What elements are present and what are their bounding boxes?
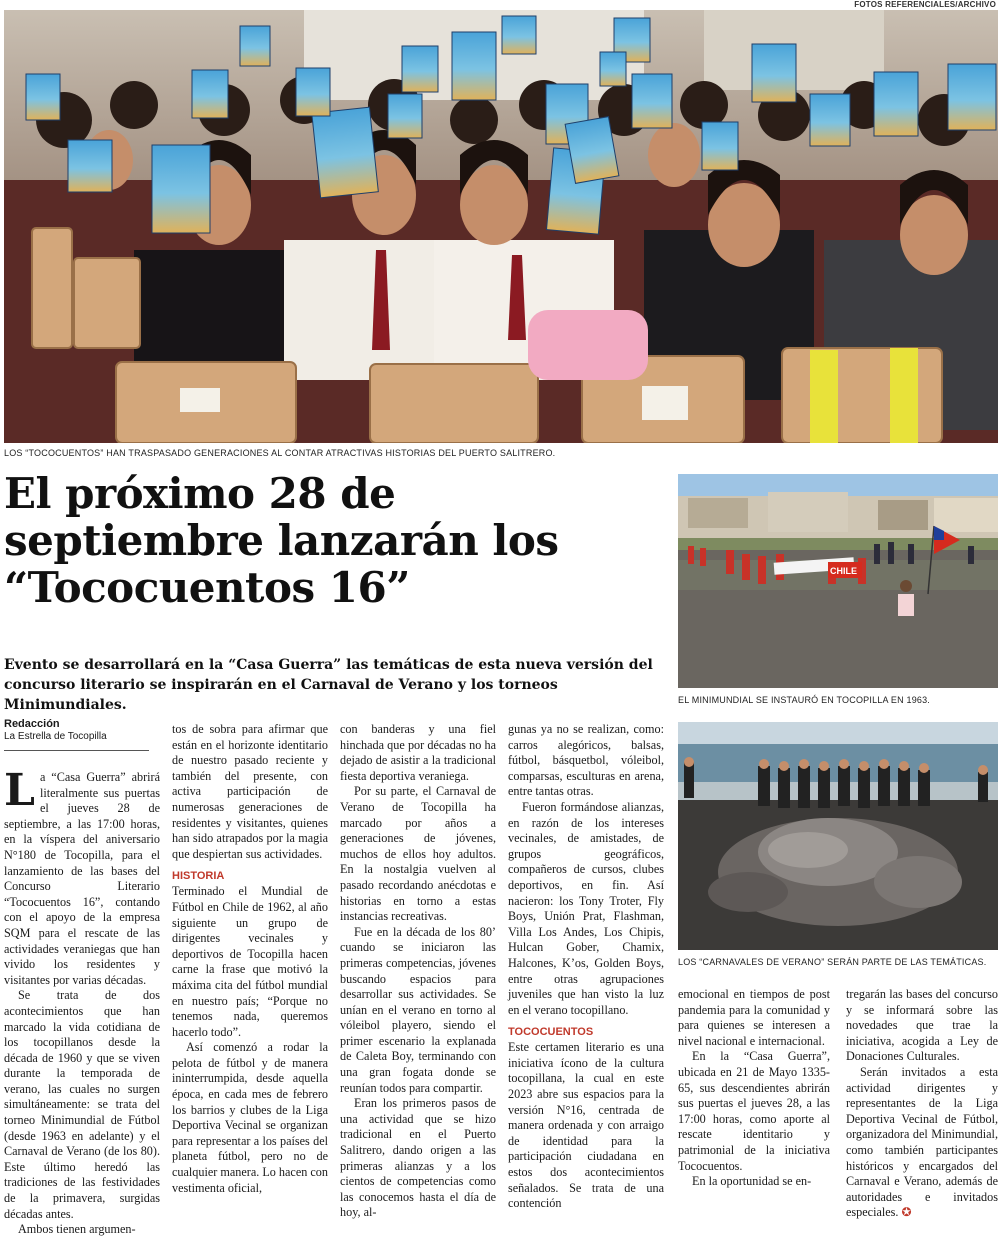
article-column-2	[172, 722, 328, 1196]
article-paragraph: Ambos tienen argumen-	[18, 1222, 136, 1237]
carnaval-photo	[678, 722, 998, 950]
headline: El próximo 28 de septiembre lanzarán los “Tococuentos 16”	[4, 469, 559, 612]
article-paragraph: tos de sobra para afirmar que están en el horizonte identitario de nuestro pasado reciente y también del presente, con activa participación de numerosas generaciones de residentes y visitantes, quienes han sido atrapados por la magia que despiertan sus actividades.	[172, 722, 328, 861]
article-column-5	[678, 987, 830, 1190]
minimundial-caption: EL MINIMUNDIAL SE INSTAURÓ EN TOCOPILLA EN 1963.	[678, 695, 931, 705]
article-paragraph: Este certamen literario es una iniciativa ícono de la cultura tocopillana, la cual en este 2023 abre sus espacios para la versión N°16, centrada de manera ordenada y con arraigo de identidad para la participación ciudadana en estos dos acontecimientos señalados. Se trata de una contención	[508, 1040, 664, 1211]
minimundial-photo	[678, 474, 998, 688]
article-paragraph: En la “Casa Guerra”, ubicada en 21 de Mayo 1335-65, sus descendientes abrirán sus puertas el jueves 28, a las 17:00 horas, como aporte al rescate identitario y patrimonial de la iniciativa Tococuentos.	[678, 1049, 830, 1173]
article-paragraph: Así comenzó a rodar la pelota de fútbol y de manera ininterrumpida, desde aquella época, en cada mes de febrero los barrios y clubes de la Liga Deportiva Vecinal se organizan para representar a los países del planeta fútbol, pero no de cualquier manera. Lo hacen con vestimenta oficial,	[172, 1040, 328, 1195]
article-paragraph: emocional en tiempos de post pandemia para la comunidad y para quienes se interesen a nivel nacional e internacional.	[678, 987, 830, 1048]
byline-outlet: La Estrella de Tocopilla	[4, 731, 107, 742]
subheading-tococuentos: TOCOCUENTOS	[508, 1026, 594, 1039]
subheading-historia: HISTORIA	[172, 870, 225, 883]
main-photo	[4, 10, 998, 443]
byline-rule	[4, 750, 149, 751]
article-paragraph: Se trata de dos acontecimientos que han marcado la vida cotidiana de los tocopillanos desde la década de 1960 y que se viven durante la temporada de verano, las cuales no surgen simultáneamente: se trata del torneo Minimundial de Fútbol (desde 1963 en adelante) y el Carnaval de Verano (de los 80). Este último heredó las tradiciones de las festividades de la primavera, surgidas décadas antes.	[4, 988, 160, 1221]
photo-credit: FOTOS REFERENCIALES/ARCHIVO	[854, 0, 996, 9]
article-paragraph: Fueron formándose alianzas, en razón de los intereses vecinales, de amistades, de grupos geográficos, compañeros de cursos, clubes deportivos, en fin. Así nacieron: los Tony Troter, Fly Boys, Unión Prat, Flashman, Villa Los Andes, Los Chipis, Hulcan Gober, Chamix, Halcones, K’os, Golden Boys, entre otras agrupaciones juveniles que han visto la luz en el verano tocopillano.	[508, 799, 664, 1017]
article-paragraph: gunas ya no se realizan, como: carros alegóricos, balsas, fútbol, básquetbol, vóleibol, comparsas, esculturas en arena, entre tantas otras.	[508, 722, 664, 799]
drop-cap: L	[4, 765, 35, 816]
chile-banner-text: CHILE	[830, 566, 857, 576]
article-column-3	[340, 722, 496, 1221]
article-paragraph: Terminado el Mundial de Fútbol en Chile de 1962, al año siguiente un grupo de dirigentes vecinales y deportivos de Tocopilla hacen carne la frase que motivó la máxima cita del fútbol mundial en nuestro país; “Porque no tenemos nada, queremos hacerlo todo”.	[172, 884, 328, 1039]
deck: Evento se desarrollará en la “Casa Guerra” las temáticas de esta nueva versión del concurso literario se inspirarán en el Carnaval de Verano y los torneos Minimundiales.	[4, 657, 653, 713]
article-paragraph: La “Casa Guerra” abrirá literalmente sus puertas el jueves 28 de septiembre, a las 17:00 horas, en la víspera del aniversario N°180 de Tocopilla, para el lanzamiento de las bases del Concurso Literario “Tococuentos 16”, contando con el apoyo de la empresa SQM para el rescate de las actividades veraniegas que han vivido los residentes y visitantes por varias décadas.	[4, 765, 160, 987]
main-photo-caption: LOS “TOCOCUENTOS” HAN TRASPASADO GENERACIONES AL CONTAR ATRACTIVAS HISTORIAS DEL PUERTO SALITRERO.	[4, 448, 556, 458]
article-paragraph: Eran los primeros pasos de una actividad que se hizo tradicional en el Puerto Salitrero, dando origen a las primeras alianzas y a los cientos de competencias como las conocemos hasta el día de hoy, al-	[340, 1096, 496, 1220]
article-paragraph: En la oportunidad se en-	[692, 1174, 812, 1189]
article-paragraph: Por su parte, el Carnaval de Verano de Tocopilla ha marcado por años a generaciones de jóvenes, muchos de ellos hoy adultos. En la nostalgia vuelven al pasado recordando anécdotas e historias en torno a estas instancias recreativas.	[340, 784, 496, 924]
article-column-4	[508, 722, 664, 1212]
carnaval-caption: LOS “CARNAVALES DE VERANO” SERÁN PARTE DE LAS TEMÁTICAS.	[678, 957, 987, 967]
article-paragraph: con banderas y una fiel hinchada que por décadas no ha dejado de asistir a la tradicional fiesta deportiva veraniega.	[340, 722, 496, 783]
students-holding-booklets-image	[4, 10, 998, 443]
byline-author: Redacción	[4, 718, 60, 730]
article-paragraph: tregarán las bases del concurso y se informará sobre las novedades que trae la iniciativa, acogida a Ley de Donaciones Culturales.	[846, 987, 998, 1064]
article-column-1	[4, 765, 160, 1238]
sand-sculpture-image	[678, 722, 998, 950]
end-mark-icon: ✪	[901, 1205, 912, 1220]
article-paragraph: Serán invitados a esta actividad dirigentes y representantes de la Liga Deportiva Vecinal de Fútbol, organizadora del Minimundial, como también participantes históricos y encargados del Carnaval e Verano, además de autoridades e invitados especiales. ✪	[846, 1064, 998, 1220]
article-column-6	[846, 987, 998, 1221]
article-paragraph: Fue en la década de los 80’ cuando se iniciaron las primeras competencias, jóvenes buscando espacios para desarrollar sus actividades. Se unían en el verano en torno al vóleibol playero, siendo el primer escenario la explanada de Caleta Boy, terminando con una gran fogata donde se reunían todos para compartir.	[340, 924, 496, 1095]
minimundial-parade-image	[678, 474, 998, 688]
